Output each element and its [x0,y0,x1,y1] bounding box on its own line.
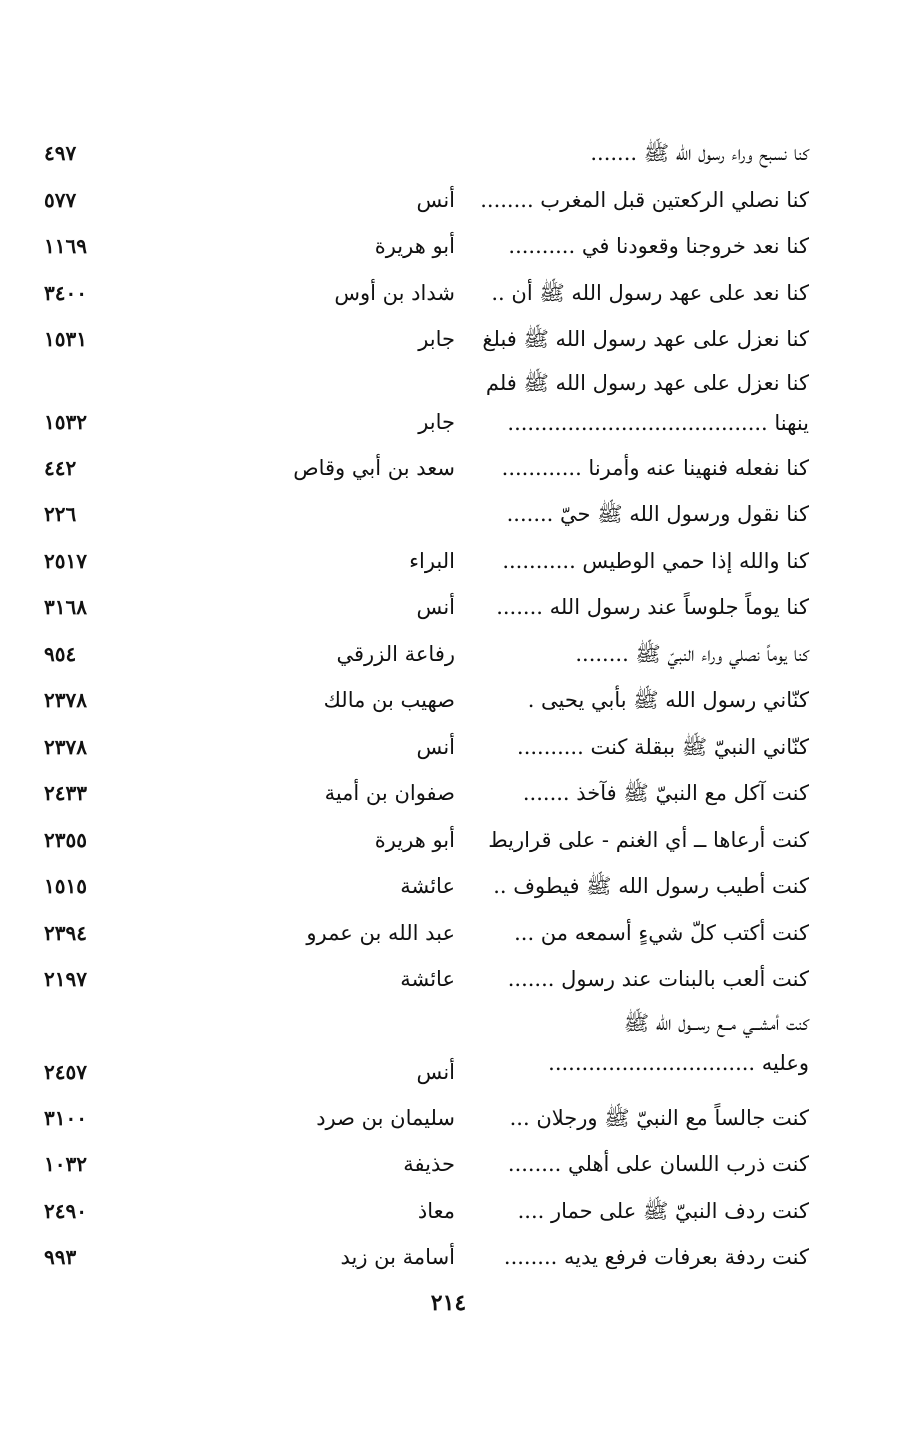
entry-hadith-number: ٢٤٣٣ [44,781,87,805]
entry-title [480,177,809,223]
entry-title-line: كنا نصلي الركعتين قبل المغرب ........ [480,187,809,212]
entry-title-line: كنا والله إذا حمي الوطيس ........... [502,548,809,573]
entry-title [548,1003,809,1083]
entry-hadith-number: ٤٤٢ [44,455,77,480]
entry-title-line: كنت ردفة بعرفات فرفع يديه ........ [503,1245,809,1269]
entry-title-line: كنا نفعله فنهينا عنه وأمرنا ............ [501,455,809,480]
entry-narrator: عائشة [400,874,455,898]
entry-title [486,363,809,443]
entry-title [575,631,809,677]
entry-narrator: جابر [418,327,455,351]
entry-title [510,1095,809,1141]
entry-title-line: كنت ردف النبيّ ﷺ على حمار .... [517,1198,809,1223]
entry-title-line: كنا يوماً نصلي وراء النبيّ ﷺ ........ [575,641,809,666]
entry-hadith-number: ٩٥٤ [44,641,77,666]
entry-title-line: كنت أكتب كلّ شيءٍ أسمعه من ... [514,920,809,945]
entry-title [488,817,809,863]
entry-hadith-number: ٢٤٩٠ [44,1198,87,1223]
entry-narrator: سليمان بن صرد [316,1105,455,1130]
entry-hadith-number: ٣١٦٨ [44,595,87,619]
entry-narrator: أنس [416,595,455,619]
entry-title-line: كنت ذرب اللسان على أهلي ........ [507,1152,809,1176]
entry-narrator: أبو هريرة [374,827,455,852]
entry-narrator: أنس [416,1059,455,1084]
entry-title [504,1234,809,1280]
entry-hadith-number: ٢٣٧٨ [44,688,87,712]
entry-title-line: كنت أرعاها ــ أي الغنم - على قراريط [488,827,809,852]
entry-title-continuation: وعليه ............................... [548,1050,809,1075]
index-entry [0,316,897,363]
entry-title [496,584,809,630]
index-list [0,130,897,1281]
entry-hadith-number: ١٥١٥ [44,874,87,898]
entry-narrator: حذيفة [403,1152,455,1176]
index-entry [0,1095,897,1142]
entry-title-line: كنا نعزل على عهد رسول الله ﷺ فبلغ [482,327,809,351]
index-entry [0,863,897,910]
entry-narrator: سعد بن أبي وقاص [293,455,455,480]
entry-narrator: أنس [416,187,455,212]
entry-narrator: شداد بن أوس [334,280,455,305]
entry-title [508,1141,809,1187]
entry-title [502,445,809,491]
entry-hadith-number: ١٠٣٢ [44,1152,87,1176]
index-entry [0,956,897,1003]
entry-hadith-number: ١٥٣١ [44,327,87,351]
index-entry [0,677,897,724]
entry-title-line: كنّاني النبيّ ﷺ ببقلة كنت .......... [517,734,809,759]
page-number: ٢١٤ [430,1290,467,1316]
entry-title-line: كنّاني رسول الله ﷺ بأبي يحيى . [527,688,809,712]
entry-hadith-number: ٥٧٧ [44,187,77,212]
index-entry [0,177,897,224]
entry-hadith-number: ١١٦٩ [44,234,87,258]
entry-title [518,1188,809,1234]
entry-title-line: كنت أطيب رسول الله ﷺ فيطوف .. [493,874,809,898]
entry-title [517,724,809,770]
entry-title-line: كنا نقول ورسول الله ﷺ حيّ ....... [506,502,809,526]
index-entry [0,270,897,317]
entry-title [502,538,809,584]
entry-hadith-number: ٢٤٥٧ [44,1059,87,1084]
index-entry [0,130,897,177]
entry-hadith-number: ١٥٣٢ [44,409,87,434]
index-entry [0,910,897,957]
entry-narrator: صفوان بن أمية [324,781,455,805]
entry-title [508,956,809,1002]
entry-narrator: البراء [409,548,455,573]
index-entry [0,491,897,538]
entry-narrator: أنس [416,734,455,759]
entry-title-line: كنا نسبح وراء رسول الله ﷺ ....... [590,141,809,165]
entry-title-line: كنا نعزل على عهد رسول الله ﷺ فلم [485,370,809,395]
index-entry [0,1003,897,1095]
entry-title [491,270,809,316]
entry-hadith-number: ٢١٩٧ [44,967,87,991]
entry-hadith-number: ٣١٠٠ [44,1105,87,1130]
index-entry [0,724,897,771]
entry-title [514,910,809,956]
index-entry [0,223,897,270]
entry-title [493,863,809,909]
entry-title [507,491,809,537]
entry-title [528,677,809,723]
entry-hadith-number: ٤٩٧ [44,141,77,165]
index-entry [0,445,897,492]
index-entry [0,631,897,678]
entry-narrator: معاذ [417,1198,455,1223]
entry-narrator: رفاعة الزرقي [336,641,455,666]
entry-title [482,316,809,362]
entry-title [523,770,809,816]
entry-hadith-number: ٢٣٥٥ [44,827,87,852]
index-entry [0,770,897,817]
entry-hadith-number: ٣٤٠٠ [44,280,87,305]
index-entry [0,1188,897,1235]
entry-narrator: عبد الله بن عمرو [306,920,455,945]
entry-hadith-number: ٢٢٦ [44,502,77,526]
index-entry [0,817,897,864]
entry-narrator: عائشة [400,967,455,991]
index-entry [0,363,897,445]
index-entry [0,584,897,631]
entry-narrator: صهيب بن مالك [323,688,455,712]
entry-title-line: كنا نعد خروجنا وقعودنا في .......... [508,234,809,258]
entry-title-line: كنا نعد على عهد رسول الله ﷺ أن .. [491,280,809,305]
entry-hadith-number: ٩٩٣ [44,1245,77,1269]
entry-title-line: كنا يوماً جلوساً عند رسول الله ....... [496,595,809,619]
entry-hadith-number: ٢٣٧٨ [44,734,87,759]
entry-title-line: كنت جالساً مع النبيّ ﷺ ورجلان ... [509,1105,809,1130]
entry-title [508,223,809,269]
index-entry [0,1141,897,1188]
entry-title [590,130,809,176]
entry-title-continuation: ينهنا ....................................... [507,410,809,435]
entry-narrator: جابر [418,409,455,434]
entry-narrator: أبو هريرة [374,234,455,258]
entry-hadith-number: ٢٥١٧ [44,548,87,573]
index-entry [0,538,897,585]
entry-hadith-number: ٢٣٩٤ [44,920,87,945]
entry-title-line: كنت ألعب بالبنات عند رسول ....... [507,967,809,991]
entry-narrator: أسامة بن زيد [340,1245,455,1269]
index-entry [0,1234,897,1281]
entry-title-line: كنت أمشــي مــع رســول الله ﷺ [623,1010,809,1035]
entry-title-line: كنت آكل مع النبيّ ﷺ فآخذ ....... [522,781,809,805]
